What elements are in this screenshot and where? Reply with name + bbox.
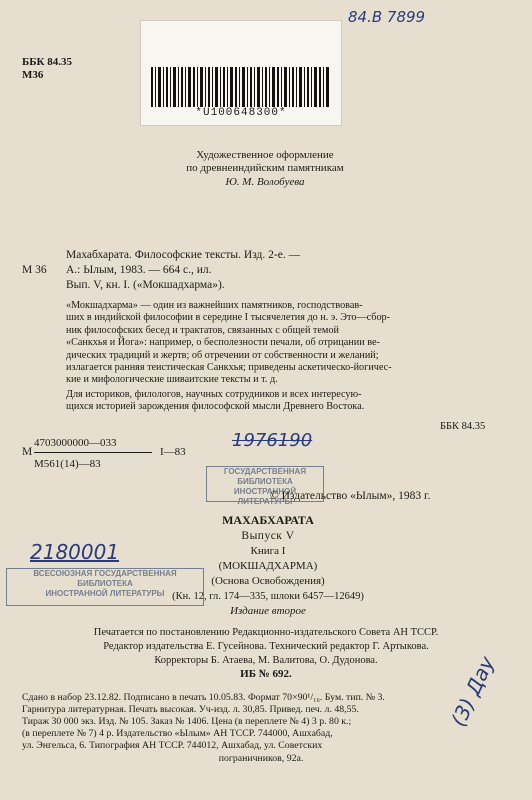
handwritten-shelf-code: 84.В 7899 bbox=[348, 8, 426, 26]
formula-letter: М bbox=[22, 446, 33, 458]
colophon-range: (Кн. 12, гл. 174—335, шлоки 6457—12649) bbox=[172, 591, 364, 602]
formula-tail: I—83 bbox=[160, 446, 186, 458]
bbk-code-right: ББК 84.35 bbox=[440, 421, 486, 432]
stamp-line: БИБЛИОТЕКА bbox=[77, 579, 133, 588]
colophon-volume: Выпуск V bbox=[241, 530, 295, 542]
formula-denominator: М561(14)—83 bbox=[34, 458, 101, 470]
abstract-line: ник философских бесед и трактатов, связанных с общей темой bbox=[66, 324, 339, 336]
abstract-line: кие и мифологические шиваитские тексты и т. д. bbox=[66, 374, 278, 386]
catalog-left-code: М 36 bbox=[22, 264, 47, 276]
handwritten-inventory-number: 1976190 bbox=[232, 430, 313, 451]
catalog-publisher-line: А.: Ылым, 1983. — 664 с., ил. bbox=[66, 264, 212, 276]
abstract-line: «Мокшадхарма» — один из важнейших памятников, господствовав- bbox=[66, 300, 363, 311]
barcode-icon bbox=[151, 67, 331, 107]
abstract-paragraph-1 bbox=[66, 300, 496, 387]
colophon-basis: (Основа Освобождения) bbox=[211, 575, 325, 587]
imprint-line: Гарнитура литературная. Печать высокая. Уч-изд. л. 30,85. Привед. печ. л. 48,55. bbox=[22, 704, 359, 715]
catalog-title-line: Махабхарата. Философские тексты. Изд. 2-е. — bbox=[66, 249, 301, 261]
design-line-2: по древнеиндийским памятникам bbox=[186, 162, 344, 174]
credits-ib: ИБ № 692. bbox=[240, 668, 292, 680]
handwritten-registration-number: 2180001 bbox=[30, 540, 120, 564]
abstract-line: дических традиций и жертв; об отречении от собственности и желаний; bbox=[66, 349, 379, 361]
credits-editor: Редактор издательства Е. Гусейнова. Технический редактор Г. Артыкова. bbox=[103, 641, 429, 652]
handwritten-corner-note: (3) Дау bbox=[446, 652, 500, 731]
barcode-number: *U100648300* bbox=[195, 107, 287, 119]
author-code-top: М36 bbox=[22, 69, 44, 81]
stamp-line: ИНОСТРАННОЙ ЛИТЕРАТУРЫ bbox=[233, 487, 297, 506]
imprint-line: (в переплете № 7) 4 р. Издательство «Ылым» АН ТССР. 744000, Ашхабад, bbox=[22, 728, 333, 739]
copyright-line: © Издательство «Ылым», 1983 г. bbox=[270, 490, 431, 502]
formula-fraction-bar bbox=[34, 452, 152, 453]
abstract-line: излагается ранняя теистическая Санкхья; приведены аскетическо-йогичес- bbox=[66, 362, 392, 374]
colophon-book: Книга I bbox=[250, 545, 286, 557]
colophon-title: МАХАБХАРАТА bbox=[222, 513, 314, 527]
imprint-line: ул. Энгельса, 6. Типография АН ТССР. 744012, Ашхабад, ул. Советских bbox=[22, 740, 323, 751]
stamp-line: ИНОСТРАННОЙ ЛИТЕРАТУРЫ bbox=[45, 589, 165, 598]
barcode-label bbox=[140, 20, 342, 126]
stamp-line: ВСЕСОЮЗНАЯ ГОСУДАРСТВЕННАЯ bbox=[33, 569, 177, 578]
imprint-block bbox=[22, 692, 500, 752]
formula-numerator: 4703000000—033 bbox=[34, 437, 117, 449]
catalog-volume-line: Вып. V, кн. I. («Мокшадхарма»). bbox=[66, 279, 225, 291]
credits-council: Печатается по постановлению Редакционно-издательского Совета АН ТССР. bbox=[93, 627, 439, 638]
imprint-line: Тираж 30 000 экз. Изд. № 105. Заказ № 1406. Цена (в переплете № 4) 3 р. 80 к.; bbox=[22, 716, 352, 727]
imprint-line: Сдано в набор 23.12.82. Подписано в печать 10.05.83. Формат 70×90¹/₁₆. Бум. тип. № 3. bbox=[22, 692, 385, 703]
design-author: Ю. М. Волобуева bbox=[225, 176, 305, 188]
stamp-line: БИБЛИОТЕКА bbox=[237, 477, 293, 486]
abstract-line: ших в индийской философии в середине I тысячелетия до н. э. Это—сбор- bbox=[66, 312, 391, 324]
bbk-code-top: ББК 84.35 bbox=[22, 56, 73, 68]
colophon-edition: Издание второе bbox=[230, 605, 306, 617]
abstract-line: «Санкхья и Йога»: например, о бесполезности печали, об отрицании ве- bbox=[66, 337, 380, 349]
stamp-line: ГОСУДАРСТВЕННАЯ bbox=[223, 467, 307, 476]
abstract-paragraph-2 bbox=[66, 389, 496, 414]
colophon-subtitle: (МОКШАДХАРМА) bbox=[218, 560, 318, 572]
abstract-line: Для историков, филологов, научных сотрудников и всех интересую- bbox=[66, 389, 362, 400]
abstract-line: щихся историей зарождения философской мысли Древнего Востока. bbox=[66, 401, 365, 413]
imprint-last-line: пограничников, 92а. bbox=[218, 753, 304, 764]
design-line-1: Художественное оформление bbox=[196, 149, 334, 161]
credits-correctors: Корректоры Б. Атаева, М. Валитова, О. Дудонова. bbox=[154, 655, 378, 666]
